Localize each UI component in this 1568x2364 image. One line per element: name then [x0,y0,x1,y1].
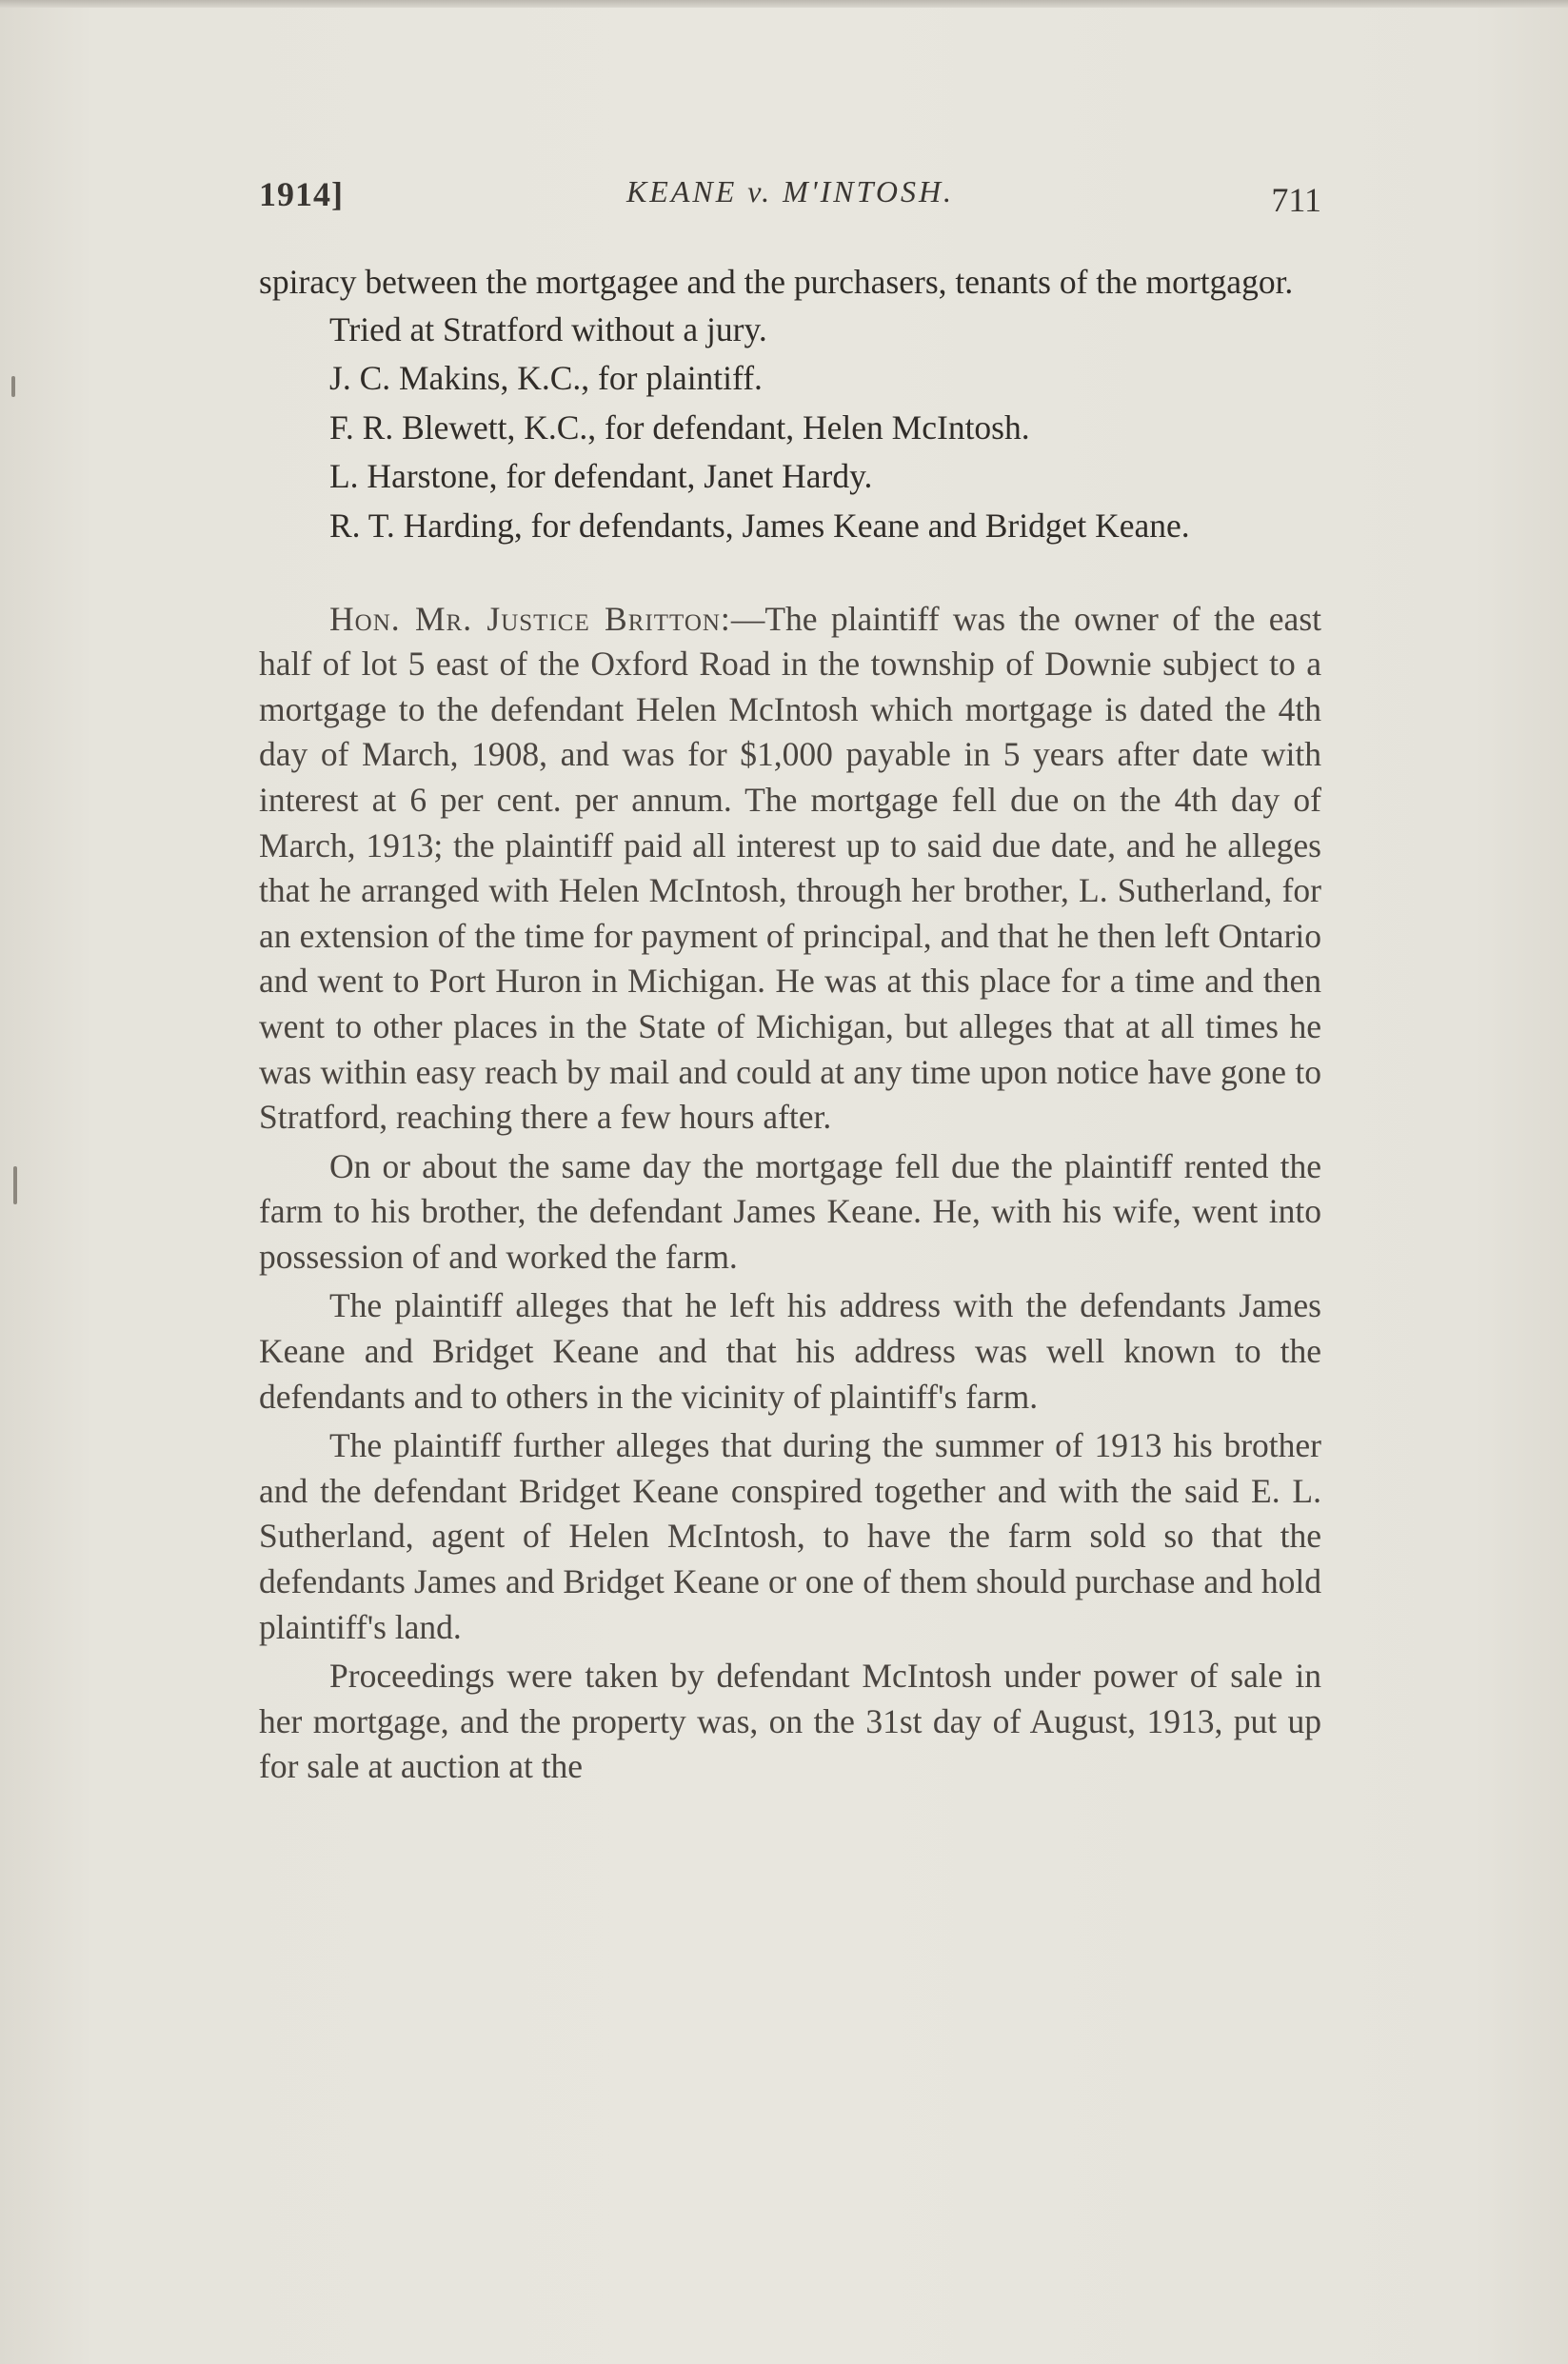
paragraph: spiracy between the mortgagee and the purchasers, tenants of the mortgagor. [259,263,1294,301]
page-number: 711 [1271,181,1321,219]
margin-mark [13,1166,17,1204]
judge-heading: Hon. Mr. Justice Britton: [329,599,731,638]
page-top-edge [0,0,1568,8]
running-head-title: KEANE v. M'INTOSH. [625,174,955,209]
counsel-defendant-mcintosh: F. R. Blewett, K.C., for defendant, Helen McIntosh. [329,407,1030,447]
counsel-plaintiff: J. C. Makins, K.C., for plaintiff. [329,359,763,398]
running-head [259,174,1321,222]
counsel-defendants-keane: R. T. Harding, for defendants, James Keane and Bridget Keane. [329,506,1190,545]
judgment-text: —The plaintiff was the owner of the east half of lot 5 east of the Oxford Road in the township of Downie subject to a mortgage to the defendant Helen McIntosh which mortgage is dated the 4th day of March, 1908, and was for $1,000 payable in 5 years after date with interest at 6 per cent. per annum. The mortgage fell due on the 4th day of March, 1913; the plaintiff paid all interest up to said due date, and he alleges that he arranged with Helen McIntosh, through her brother, L. Sutherland, for an extension of the time for payment of principal, and that he then left Ontario and went to Port Huron in Michigan. He was at this place for a time and then went to other places in the State of Michigan, but alleges that at all times he was within easy reach by mail and could at any time upon notice have gone to Stratford, reaching there a few hours after. [259,599,1321,1137]
counsel-defendant-hardy: L. Harstone, for defendant, Janet Hardy. [329,457,873,496]
paragraph: On or about the same day the mortgage fell due the plaintiff rented the farm to his brother, the defendant James Keane. He, with his wife, went into possession of and worked the farm. [259,1146,1321,1276]
section-gap [259,549,1321,597]
judgment-paragraph [259,597,1321,1141]
paragraph: The plaintiff alleges that he left his address with the defendants James Keane and Bridget Keane and that his address was well known to the defendants and to others in the vicinity of plaintiff's farm. [259,1286,1321,1416]
paragraph: The plaintiff further alleges that during the summer of 1913 his brother and the defendant Bridget Keane conspired together and with the said E. L. Sutherland, agent of Helen McIntosh, to have the farm sold so that the defendants James and Bridget Keane or one of them should purchase and hold plaintiff's land. [259,1426,1321,1646]
paragraph: Proceedings were taken by defendant McIntosh under power of sale in her mortgage, and the property was, on the 31st day of August, 1913, put up for sale at auction at the [259,1657,1321,1786]
trial-note: Tried at Stratford without a jury. [329,309,767,348]
running-head-year: 1914] [259,175,344,213]
body-text [259,260,1321,1790]
margin-mark [11,376,15,397]
